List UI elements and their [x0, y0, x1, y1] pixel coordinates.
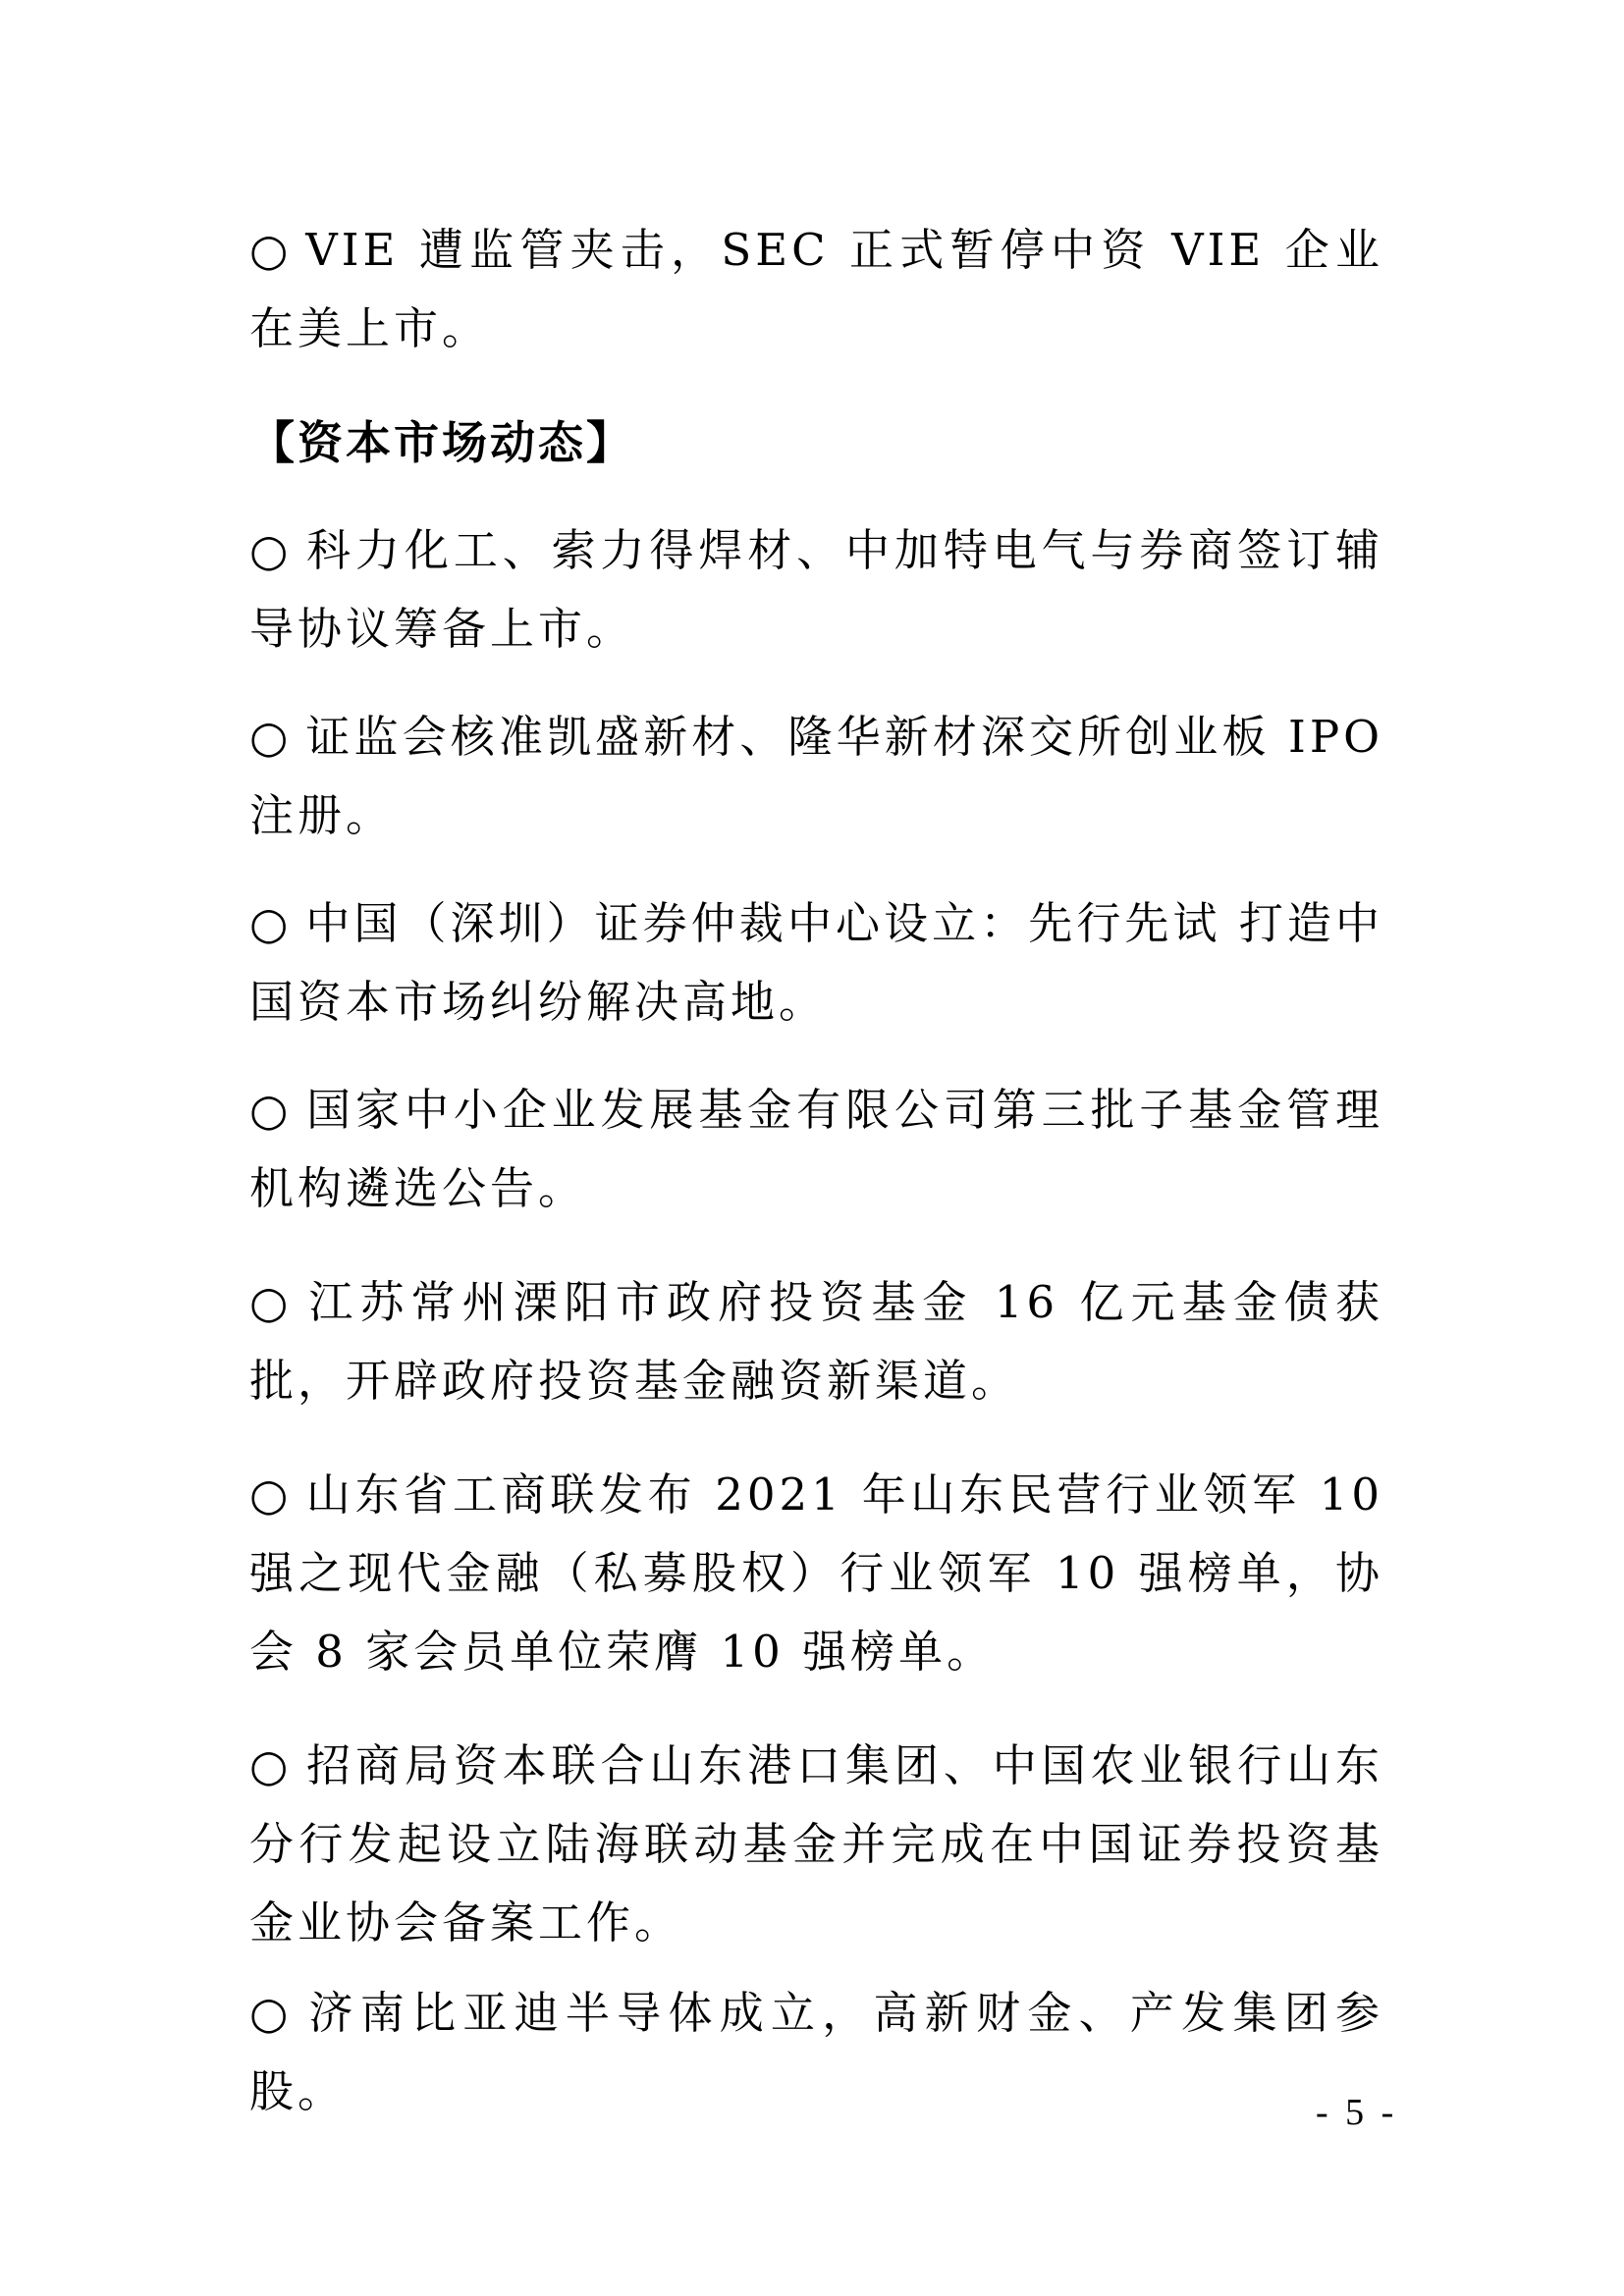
news-item: [249, 1071, 1383, 1228]
circle-bullet-icon: ○: [249, 1276, 293, 1328]
news-item: [249, 698, 1383, 855]
circle-bullet-icon: ○: [249, 711, 293, 763]
news-item: [249, 1974, 1383, 2131]
news-item-text: 证监会核准凯盛新材、隆华新材深交所创业板 IPO 注册。: [249, 711, 1383, 841]
circle-bullet-icon: ○: [249, 224, 293, 276]
circle-bullet-icon: ○: [249, 1987, 293, 2039]
page-number: - 5 -: [1316, 2092, 1398, 2133]
news-item-text: 招商局资本联合山东港口集团、中国农业银行山东分行发起设立陆海联动基金并完成在中国证券投资基金业协会备案工作。: [249, 1739, 1383, 1949]
circle-bullet-icon: ○: [249, 1468, 293, 1521]
news-item: [249, 884, 1383, 1041]
circle-bullet-icon: ○: [249, 1084, 293, 1136]
circle-bullet-icon: ○: [249, 524, 293, 576]
news-item-text: 中国（深圳）证券仲裁中心设立：先行先试 打造中国资本市场纠纷解决高地。: [249, 897, 1383, 1028]
circle-bullet-icon: ○: [249, 897, 293, 949]
news-item-text: VIE 遭监管夹击，SEC 正式暂停中资 VIE 企业在美上市。: [249, 224, 1383, 354]
news-item-text: 江苏常州溧阳市政府投资基金 16 亿元基金债获批，开辟政府投资基金融资新渠道。: [249, 1276, 1383, 1407]
news-item-text: 科力化工、索力得焊材、中加特电气与券商签订辅导协议筹备上市。: [249, 524, 1383, 655]
section-heading: 【资本市场动态】: [249, 416, 634, 469]
news-item-text: 济南比亚迪半导体成立，高新财金、产发集团参股。: [249, 1987, 1383, 2117]
news-item-vie: [249, 211, 1383, 368]
news-item-text: 国家中小企业发展基金有限公司第三批子基金管理机构遴选公告。: [249, 1084, 1383, 1214]
news-item: [249, 1263, 1383, 1420]
news-item: [249, 1727, 1383, 1962]
page-content: [249, 211, 1383, 2131]
circle-bullet-icon: ○: [249, 1739, 293, 1791]
news-item: [249, 511, 1383, 668]
news-item-text: 山东省工商联发布 2021 年山东民营行业领军 10 强之现代金融（私募股权）行业领军 10 强榜单，协会 8 家会员单位荣膺 10 强榜单。: [249, 1468, 1383, 1678]
news-item: [249, 1456, 1383, 1691]
